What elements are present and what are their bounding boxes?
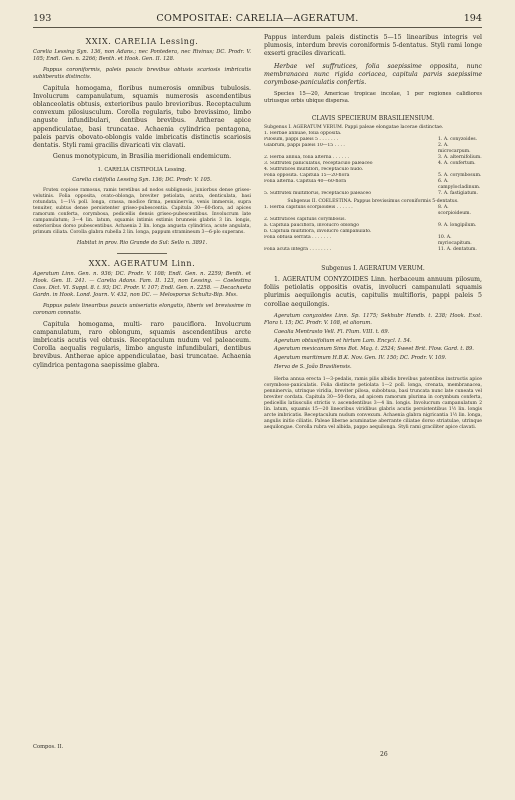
ageratum-synonymy: Ageratum Linn. Gen. n. 936; DC. Prodr. V. 108; Endl. Gen. n. 2259; Benth. et Hook. Gen. II. 241. — Carelia Adans. Fam. II. 123, non Lessing. — Coelestina Cass. Dict. VI. Suppl. 8. t. 93; DC. Prodr. V. 107; Endl. Gen. n. 2258. — Decachaeta Gardn. in Hook. Lond. Journ. V. 432, non DC. — Melosporus Schultz-Bip. Mss.	[33, 271, 251, 298]
key-lead: Glabrum, pappi paleis 10—15 . . . .	[264, 143, 345, 149]
key-result: 10. A. myriocapitum.	[438, 235, 472, 247]
key-lead: Folia opposita. Capitula 15—20-flora	[264, 173, 350, 179]
subgenus-2-description: Subgenus II. COELESTINA. Pappus brevissimus coroniformis 5-dentatus.	[287, 199, 459, 205]
citation: Ageratum conyzoides Linn. Sp. 1175; Sekhubr Handb. t. 238; Hook. Exot. Flora t. 15; DC. Prodr. V. 108, et aliorum.	[264, 312, 482, 326]
carelia-habitat: Habitat in prov. Rio Grande do Sul: Sello n. 3891.	[76, 240, 208, 247]
genus-heading-carelia: XXIX. CARELIA Lessing.	[85, 37, 199, 46]
key-lead: Pilosum, pappi paleis 5 . . . . . . .	[264, 137, 339, 143]
carelia-species-heading: 1. CARELIA CISTIFOLIA Lessing.	[97, 167, 187, 174]
citation: Caealia Mentrasto Vell. Fl. Flum. VIII. t. 69.	[274, 328, 390, 335]
header-rule	[33, 27, 482, 28]
page-number-left: 193	[33, 13, 52, 24]
key-lead: 2. Suffrutices capitulis corymbosis.	[264, 217, 346, 223]
carelia-species-citation: Carelia cistifolia Lessing Syn. 136; DC. Prodr. V. 105.	[72, 177, 212, 184]
page-number-right: 194	[463, 13, 482, 24]
species-key-1	[264, 131, 482, 197]
signature-mark: Compos. II.	[33, 744, 64, 750]
genus-heading-ageratum: XXX. AGERATUM Linn.	[88, 259, 196, 269]
citation-list	[264, 313, 482, 371]
left-column	[33, 34, 251, 370]
species-conyzoides-heading: 1. AGERATUM CONYZOIDES Linn. herbaceum annuum pilosum, foliis petiolatis oppositis ovatis, involucri campanulati squamis plurimis aequilongis acutis, capitulis multifloris, pappi paleis 5 corollae aequilongis.	[264, 276, 482, 308]
carelia-note: Genus monotypicum, in Brasilia meridionali endemicum.	[52, 153, 232, 161]
running-header	[33, 13, 482, 27]
key-row	[264, 235, 482, 247]
key-result: 3. A. alternifolium.	[438, 155, 482, 161]
ageratum-description-continued: Pappus interdum paleis distinctis 5—15 linearibus integris vel plumosis, interdum brevis coroniformis 5-dentatus. Styli rami longe exserti graciles divaricati.	[264, 34, 482, 58]
key-lead: Folia acuta integra . . . . . . . .	[264, 247, 332, 253]
ageratum-habit: Herbae vel suffrutices, folia saepissime opposita, nunc membranacea nunc rigida coriacea, capitula parvis saepissime corymbose-paniculatis confertis.	[264, 62, 482, 87]
species-conyzoides-description: Herba annua erecta 1—3-pedalis, ramis pilis albidis brevibus patentibus instructis apice corymboso-paniculatis. Folia distincte petiolata 1—2 poll. longa, crenata, membranacea, penninervia, utrinque viridia, breviter pilosa, subobtusa, basi truncata nunc late cuneata vel breviter cordata. Capitula 30—50-flora, ad apicem ramorum plurima in corymbum conferta, pedicellis latiusculis strictis v. ascendentibus 3—4 lin. longis. Involucrum campanulatum 2 lin. latum, squamis 15—20 lineoribus viridibus glabris acutis persistentibus 1½ lin. longis arcte imbricatis. Receptaculum nudum convexum. Achaenia glabra nigricantia 1½ lin. longa, angulis initio ciliatis. Paleae liberae acuminatae aberrante ciliatae dorso striatulae, utrinque aequilongae. Corolla rubra vel albida, pappo aequilonga. Styli rami graciliter apice clavati.	[264, 377, 482, 431]
key-lead: 2. Herba annua, folia alterna . . . . . .	[264, 155, 349, 161]
signature-number: 26	[380, 751, 388, 758]
running-title: COMPOSITAE: CARELIA—AGERATUM.	[156, 13, 359, 24]
key-lead: Folia alterna. Capitula 40—60-flora	[264, 179, 347, 185]
key-result: 9. A. longipilum.	[438, 223, 477, 229]
key-result: 11. A. dentatum.	[438, 247, 477, 253]
key-result: 4. A. confertum.	[438, 161, 476, 167]
citation: Ageratum mexicanum Sims Bot. Mag. t. 2524; Sweet Brit. Flow. Gard. t. 89.	[274, 346, 474, 353]
key-lead: b. Capitula multiflora, involucro campanulato.	[264, 229, 372, 235]
key-lead: 3. Suffrutex paniculatus, receptaculo paleaceo	[264, 161, 373, 167]
key-lead: 5. Suffrutex multiflorus, receptaculo paleaceo	[264, 191, 371, 197]
key-lead: 1. Herba capitulis scorpioideis . . . . . .	[264, 205, 353, 211]
citation: Herva de S. João Brasiliensis.	[274, 364, 352, 371]
key-result: 8. A. scorpioideum.	[438, 205, 471, 217]
key-row	[264, 143, 482, 155]
subgenus-heading: Subgenus I. AGERATUM VERUM.	[321, 265, 425, 273]
key-lead: 1. Herbae annuae, folia opposita.	[264, 131, 342, 137]
carelia-diagnosis: Pappus coroniformis, paleis paucis brevibus obtusis scariosis imbricatis subliberatis distinctis.	[33, 66, 251, 80]
key-result: 2. A. microcarpum.	[438, 143, 471, 155]
species-key-2	[264, 205, 482, 253]
key-result: 1. A. conyzoides.	[438, 137, 478, 143]
ageratum-diagnosis: Pappus paleis linearibus paucis uniseriatis elongatis, liberis vel brevissime in coronam connatis.	[33, 302, 251, 316]
right-column	[264, 34, 482, 431]
key-result: 7. A. fastigiatum.	[438, 191, 478, 197]
carelia-synonymy: Carelia Lessing Syn. 136, non Adans.; nec Pontedera, nec Rivinus; DC. Prodr. V. 105; Endl. Gen. n. 2266; Benth. et Hook. Gen. II. 128.	[33, 49, 251, 62]
ageratum-species-note: Species 15—20, Americae tropicae incolae, 1 per regiones calidiores utriusque orbis ubique dispersa.	[264, 91, 482, 105]
key-result: 5. A. corymbosum.	[438, 173, 482, 179]
key-lead: a. Capitula pauciflora, involucro oblongo	[264, 223, 359, 229]
subgenus-1-description: Subgenus I. AGERATUM VERUM. Pappi paleae elongatae lacerae distinctae.	[264, 125, 444, 131]
ageratum-description: Capitula homogama, multi- raro pauciflora. Involucrum campanulatum, raro oblongum, squamis ascendentibus arcte imbricatis acutis vel obtusis. Receptaculum nudum vel paleaceum. Corolla aequalis regularis, limbo anguste infundibulari, dentibus brevibus. Antherae apice appendiculatae, basi truncatae. Achaenia cylindrica pentagona saepissime glabra.	[33, 320, 251, 369]
citation: Ageratum maritimum H.B.K. Nov. Gen. IV. 150; DC. Prodr. V. 109.	[274, 355, 447, 362]
key-row	[264, 205, 482, 217]
key-lead: Folia obtusa serrata . . . . . . .	[264, 235, 332, 241]
key-row	[264, 179, 482, 191]
citation: Ageratum obtusifolium et hirtum Lam. Encycl. I. 54.	[274, 337, 412, 344]
carelia-species-description: Frutex copiose ramosus, ramis teretibus ad nodos sublignosis, juniorbus dense griseo-velutinis. Folia opposita, ovato-oblonga, breviter petiolata, acuta, denticulata, basi rotundata, 1—1¼ poll. longa, crassa, modice firma, penninervia, venis immersis, supra tenuiter, subtus dense persistenter griseo-pubescentia. Capitula 30—60-flora, ad apices ramorum conferta, corymbosa, pedicellis densis griseo-pubescentibus. Involucrum late campanulatum; 3—4 lin. latum, squamis intimis extimis brunneis glabris 3 lin. longis, exterioribus dorso pubescentibus. Achaenia 2 lin. longa angusta cylindrica, acute angulata, primum ciliata. Corolla glabra rubella 2 lin. longa, pappum stramineum 3—6-plo superans.	[33, 188, 251, 236]
key-result: 6. A. campylocladinum.	[438, 179, 481, 191]
section-divider	[117, 253, 167, 254]
key-lead: 4. Suffrutices multiflori, receptaculo nudo.	[264, 167, 364, 173]
carelia-description: Capitula homogama, floribus numerosis omnibus tubulosis. Involucrum campanulatum, squamis numerosis ascendentibus oblanceolatis obtusis, exterioribus paulo brevioribus. Receptaculum convexum pilosiusculum. Corolla regularis, tubo brevissimo, limbo anguste infundibulari, dentibus brevibus. Antherae apice appendiculatae, basi truncatae. Achaenia cylindrica pentagona, paleis parvis obovato-oblongis valde imbricatis distinctis scariosis dentatis. Styli rami gracilis divaricati vix clavati.	[33, 84, 251, 150]
key-heading: CLAVIS SPECIERUM BRASILIENSIUM.	[311, 115, 435, 123]
